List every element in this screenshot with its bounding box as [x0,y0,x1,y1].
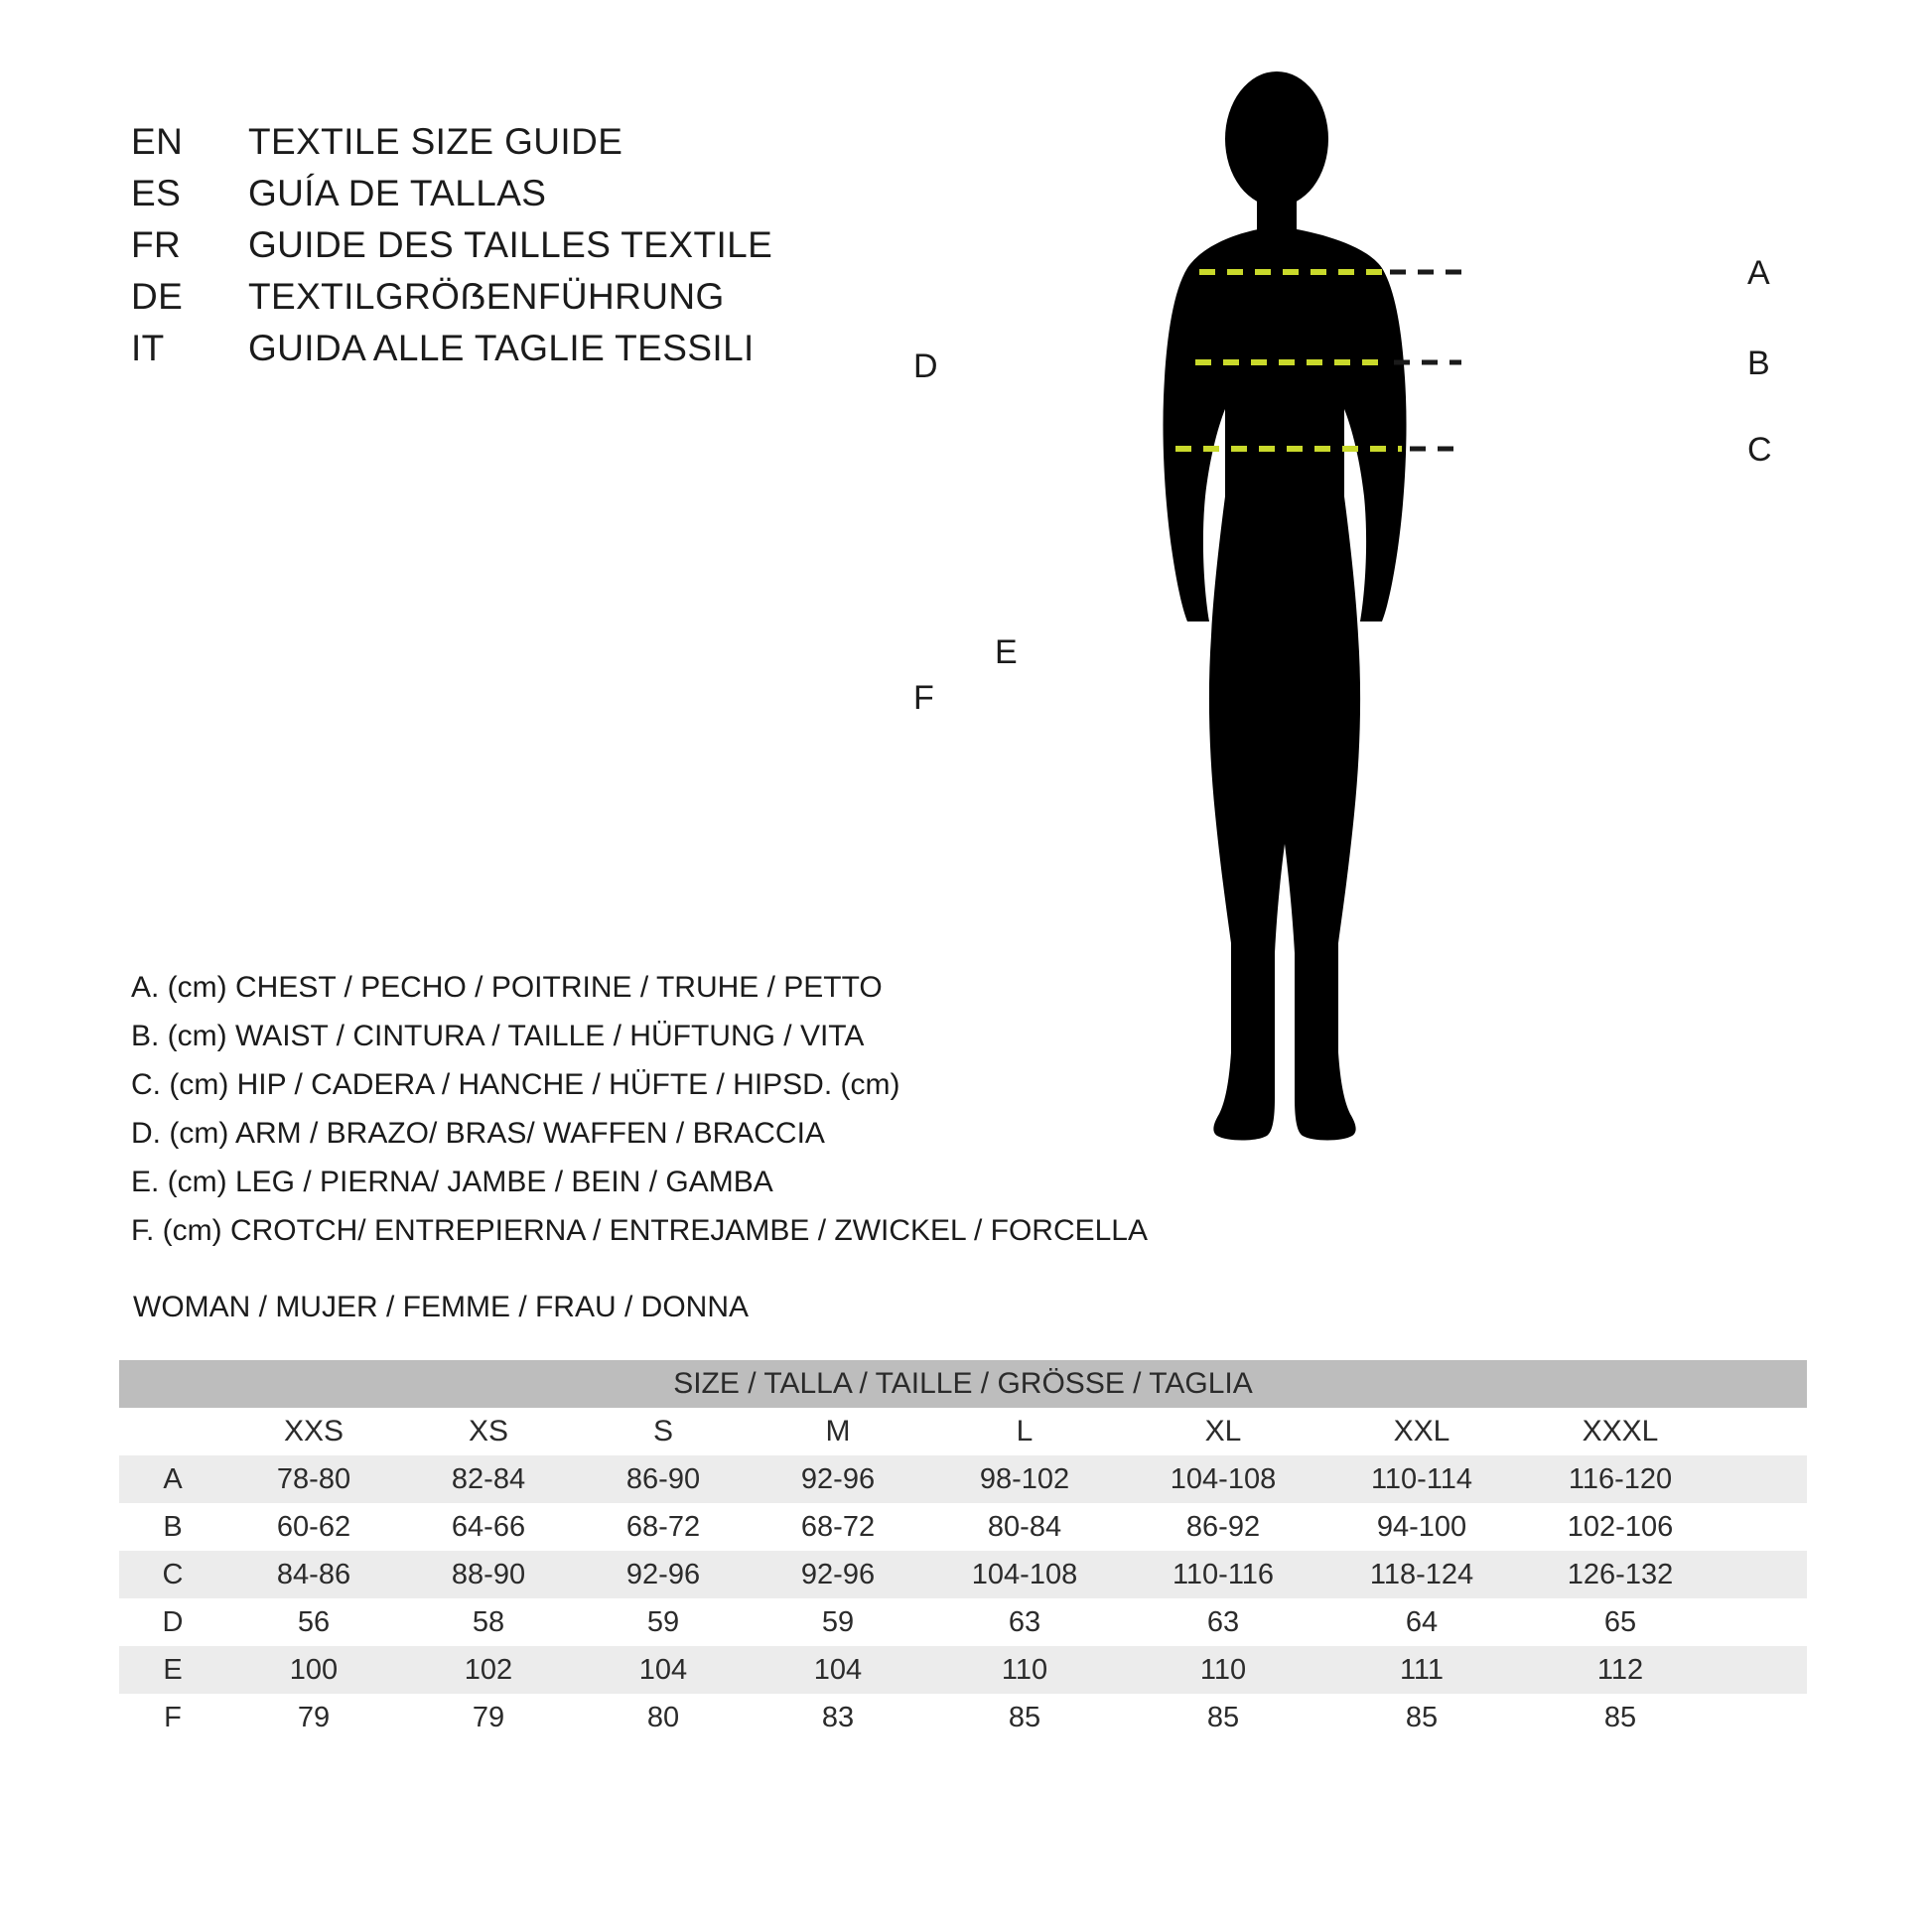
cell-a-s: 86-90 [576,1455,751,1503]
cell-b-m: 68-72 [751,1503,925,1551]
legend-item-b: B. (cm) WAIST / CINTURA / TAILLE / HÜFTUNG / VITA [131,1020,865,1052]
callout-e: E [995,633,1018,671]
row-key-d: D [119,1598,226,1646]
cell-e-s: 104 [576,1646,751,1694]
title-text-it: GUIDA ALLE TAGLIE TESSILI [248,328,755,368]
legend-item-a: A. (cm) CHEST / PECHO / POITRINE / TRUHE / PETTO [131,971,883,1004]
header-col-m: M [751,1408,925,1455]
cell-f-s: 80 [576,1694,751,1741]
table-row [119,1598,1807,1646]
header-corner [119,1408,226,1455]
cell-f-xxxl: 85 [1521,1694,1720,1741]
cell-f-xxs: 79 [226,1694,401,1741]
cell-e-xxl: 111 [1322,1646,1521,1694]
cell-f-xxl: 85 [1322,1694,1521,1741]
size-table-title: SIZE / TALLA / TAILLE / GRÖSSE / TAGLIA [119,1360,1807,1408]
cell-b-xs: 64-66 [401,1503,576,1551]
row-key-f: F [119,1694,226,1741]
cell-d-xxs: 56 [226,1598,401,1646]
header-col-xxl: XXL [1322,1408,1521,1455]
callout-f: F [913,679,934,717]
cell-a-xxxl: 116-120 [1521,1455,1720,1503]
cell-e-xs: 102 [401,1646,576,1694]
title-lang-en: EN [131,121,184,162]
title-row-de [131,276,886,328]
row-key-a: A [119,1455,226,1503]
table-row [119,1503,1807,1551]
title-text-en: TEXTILE SIZE GUIDE [248,121,623,162]
title-text-es: GUÍA DE TALLAS [248,173,547,213]
size-table-header-row [119,1408,1807,1455]
legend-item-e: E. (cm) LEG / PIERNA/ JAMBE / BEIN / GAMBA [131,1166,773,1198]
cell-a-xxl: 110-114 [1322,1455,1521,1503]
legend-block [131,963,1223,1255]
cell-d-xl: 63 [1124,1598,1322,1646]
title-block [131,121,886,379]
cell-b-xxs: 60-62 [226,1503,401,1551]
callout-a: A [1747,254,1770,292]
cell-e-xxxl: 112 [1521,1646,1720,1694]
title-text-fr: GUIDE DES TAILLES TEXTILE [248,224,773,265]
cell-a-xl: 104-108 [1124,1455,1322,1503]
cell-c-m: 92-96 [751,1551,925,1598]
cell-e-spacer [1720,1646,1807,1694]
cell-c-l: 104-108 [925,1551,1124,1598]
cell-a-spacer [1720,1455,1807,1503]
cell-d-xxxl: 65 [1521,1598,1720,1646]
table-row [119,1694,1807,1741]
legend-item-d: D. (cm) ARM / BRAZO/ BRAS/ WAFFEN / BRACCIA [131,1117,825,1150]
cell-f-l: 85 [925,1694,1124,1741]
cell-f-m: 83 [751,1694,925,1741]
cell-c-s: 92-96 [576,1551,751,1598]
cell-f-xs: 79 [401,1694,576,1741]
header-col-l: L [925,1408,1124,1455]
legend-item-c: C. (cm) HIP / CADERA / HANCHE / HÜFTE / HIPSD. (cm) [131,1068,900,1101]
title-lang-fr: FR [131,224,182,265]
callout-c: C [1747,431,1772,469]
cell-e-m: 104 [751,1646,925,1694]
table-row [119,1551,1807,1598]
cell-b-xxl: 94-100 [1322,1503,1521,1551]
cell-c-xxl: 118-124 [1322,1551,1521,1598]
title-row-en [131,121,886,173]
cell-e-xl: 110 [1124,1646,1322,1694]
cell-d-spacer [1720,1598,1807,1646]
cell-d-xs: 58 [401,1598,576,1646]
cell-b-l: 80-84 [925,1503,1124,1551]
header-col-xxxl: XXXL [1521,1408,1720,1455]
cell-d-xxl: 64 [1322,1598,1521,1646]
cell-b-xl: 86-92 [1124,1503,1322,1551]
cell-c-xl: 110-116 [1124,1551,1322,1598]
cell-c-xxxl: 126-132 [1521,1551,1720,1598]
cell-d-s: 59 [576,1598,751,1646]
row-key-c: C [119,1551,226,1598]
cell-c-xs: 88-90 [401,1551,576,1598]
title-text-de: TEXTILGRÖẞENFÜHRUNG [248,276,725,317]
cell-a-l: 98-102 [925,1455,1124,1503]
cell-d-m: 59 [751,1598,925,1646]
size-table-wrap [119,1360,1807,1741]
title-lang-de: DE [131,276,184,317]
cell-c-xxs: 84-86 [226,1551,401,1598]
table-row [119,1455,1807,1503]
size-table [119,1360,1807,1741]
header-spacer [1720,1408,1807,1455]
title-row-it [131,328,886,379]
row-key-b: B [119,1503,226,1551]
callout-d: D [913,347,938,385]
table-row [119,1646,1807,1694]
cell-a-xs: 82-84 [401,1455,576,1503]
cell-e-xxs: 100 [226,1646,401,1694]
size-table-title-row [119,1360,1807,1408]
title-lang-es: ES [131,173,182,213]
row-key-e: E [119,1646,226,1694]
header-col-xs: XS [401,1408,576,1455]
header-col-xxs: XXS [226,1408,401,1455]
cell-e-l: 110 [925,1646,1124,1694]
cell-b-spacer [1720,1503,1807,1551]
legend-item-f: F. (cm) CROTCH/ ENTREPIERNA / ENTREJAMBE / ZWICKEL / FORCELLA [131,1214,1148,1247]
cell-a-xxs: 78-80 [226,1455,401,1503]
cell-f-xl: 85 [1124,1694,1322,1741]
title-row-es [131,173,886,224]
title-row-fr [131,224,886,276]
title-lang-it: IT [131,328,165,368]
cell-c-spacer [1720,1551,1807,1598]
cell-b-s: 68-72 [576,1503,751,1551]
callout-b: B [1747,345,1770,382]
cell-d-l: 63 [925,1598,1124,1646]
cell-b-xxxl: 102-106 [1521,1503,1720,1551]
group-label: WOMAN / MUJER / FEMME / FRAU / DONNA [133,1291,749,1323]
cell-a-m: 92-96 [751,1455,925,1503]
header-col-s: S [576,1408,751,1455]
header-col-xl: XL [1124,1408,1322,1455]
cell-f-spacer [1720,1694,1807,1741]
